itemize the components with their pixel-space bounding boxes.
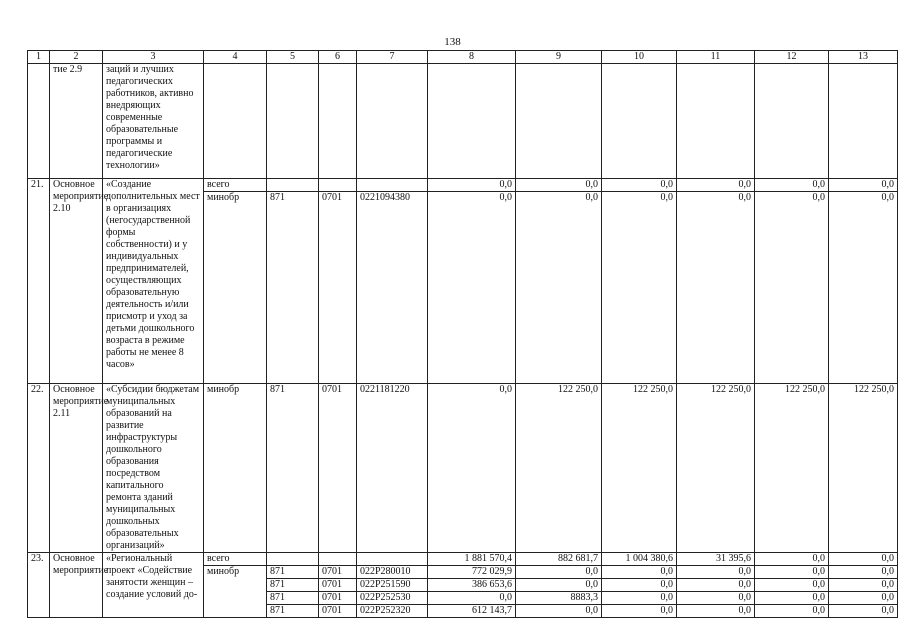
cell-v: 0,0 (677, 192, 755, 384)
cell-c7: 0221094380 (357, 192, 428, 384)
cell-v: 0,0 (755, 553, 829, 566)
cell-v: 0,0 (602, 566, 677, 579)
cell-v: 122 250,0 (677, 384, 755, 553)
cell-v: 0,0 (829, 566, 898, 579)
cell-c1: 23. (28, 553, 50, 618)
cell-v: 0,0 (755, 579, 829, 592)
table-row (28, 179, 898, 192)
cell-c6: 0701 (319, 566, 357, 579)
page-number: 138 (444, 36, 461, 48)
header-cell: 13 (829, 51, 898, 64)
cell-v (677, 64, 755, 179)
cell-v: 0,0 (428, 192, 516, 384)
cell-c1: 21. (28, 179, 50, 384)
cell-v: 122 250,0 (516, 384, 602, 553)
cell-c4: всего (204, 179, 267, 192)
cell-v: 386 653,6 (428, 579, 516, 592)
header-cell: 10 (602, 51, 677, 64)
cell-c6: 0701 (319, 192, 357, 384)
cell-c7 (357, 64, 428, 179)
header-cell: 8 (428, 51, 516, 64)
cell-v: 0,0 (516, 579, 602, 592)
cell-v: 8883,3 (516, 592, 602, 605)
cell-v: 0,0 (516, 605, 602, 618)
cell-v: 0,0 (755, 179, 829, 192)
cell-v: 0,0 (755, 605, 829, 618)
cell-c4: минобр (204, 384, 267, 553)
table-row (28, 64, 898, 179)
cell-c6 (319, 179, 357, 192)
cell-v: 0,0 (428, 592, 516, 605)
cell-c7 (357, 179, 428, 192)
budget-table (27, 50, 898, 618)
cell-c5: 871 (267, 605, 319, 618)
header-cell: 9 (516, 51, 602, 64)
cell-c7: 022P251590 (357, 579, 428, 592)
cell-v: 0,0 (677, 592, 755, 605)
cell-v (602, 64, 677, 179)
cell-c7: 0221181220 (357, 384, 428, 553)
cell-c5: 871 (267, 192, 319, 384)
cell-v (516, 64, 602, 179)
header-cell: 3 (103, 51, 204, 64)
cell-c7: 022P252530 (357, 592, 428, 605)
cell-v: 0,0 (516, 192, 602, 384)
cell-v: 0,0 (755, 566, 829, 579)
cell-c4: минобр (204, 192, 267, 384)
cell-v: 0,0 (602, 579, 677, 592)
header-cell: 4 (204, 51, 267, 64)
cell-c6: 0701 (319, 592, 357, 605)
cell-c5: 871 (267, 566, 319, 579)
cell-v: 0,0 (428, 179, 516, 192)
cell-v: 0,0 (829, 592, 898, 605)
cell-v: 0,0 (829, 192, 898, 384)
cell-c1 (28, 64, 50, 179)
table-row (28, 384, 898, 553)
header-cell: 6 (319, 51, 357, 64)
cell-v: 31 395,6 (677, 553, 755, 566)
cell-c7: 022P252320 (357, 605, 428, 618)
cell-v: 612 143,7 (428, 605, 516, 618)
cell-v: 0,0 (602, 592, 677, 605)
cell-v: 882 681,7 (516, 553, 602, 566)
header-cell: 11 (677, 51, 755, 64)
cell-v: 0,0 (755, 592, 829, 605)
cell-v: 0,0 (829, 553, 898, 566)
cell-c6: 0701 (319, 605, 357, 618)
header-cell: 12 (755, 51, 829, 64)
cell-c3: «Создание дополнительных мест в организациях (негосударственной формы собственности) и у индивидуальных предпринимателей, осуществляющих образовательную деятельность и/или присмотр и уход за детьми дошкольного возраста в режиме работы не менее 8 часов» (103, 179, 204, 384)
table-row (28, 553, 898, 566)
cell-c6 (319, 553, 357, 566)
cell-c2: Основное мероприятие (50, 553, 103, 618)
cell-v: 0,0 (755, 192, 829, 384)
cell-v: 122 250,0 (829, 384, 898, 553)
cell-v: 0,0 (677, 605, 755, 618)
cell-c2: Основное мероприятие 2.11 (50, 384, 103, 553)
header-cell: 2 (50, 51, 103, 64)
cell-v: 0,0 (829, 179, 898, 192)
cell-c3: заций и лучших педагогических работников, активно внедряющих современные образовательные программы и педагогические технологии» (103, 64, 204, 179)
cell-c7 (357, 553, 428, 566)
cell-v: 1 881 570,4 (428, 553, 516, 566)
cell-c5: 871 (267, 592, 319, 605)
cell-v: 0,0 (602, 605, 677, 618)
cell-c7: 022P280010 (357, 566, 428, 579)
cell-v: 0,0 (677, 566, 755, 579)
cell-c5: 871 (267, 384, 319, 553)
header-cell: 1 (28, 51, 50, 64)
cell-c5 (267, 64, 319, 179)
cell-v: 1 004 380,6 (602, 553, 677, 566)
cell-c2: Основное мероприятие 2.10 (50, 179, 103, 384)
cell-v: 0,0 (829, 605, 898, 618)
cell-v: 122 250,0 (602, 384, 677, 553)
cell-v: 0,0 (516, 179, 602, 192)
cell-c3: «Субсидии бюджетам муниципальных образований на развитие инфраструктуры дошкольного образования посредством капитального ремонта зданий муниципальных дошкольных образовательных организаций» (103, 384, 204, 553)
cell-v (755, 64, 829, 179)
cell-v: 122 250,0 (755, 384, 829, 553)
cell-c4: всего (204, 553, 267, 566)
cell-c6: 0701 (319, 384, 357, 553)
cell-v: 0,0 (516, 566, 602, 579)
cell-c3: «Региональный проект «Содействие занятости женщин – создание условий до- (103, 553, 204, 618)
cell-c2: тие 2.9 (50, 64, 103, 179)
header-cell: 5 (267, 51, 319, 64)
cell-v: 772 029,9 (428, 566, 516, 579)
cell-c6: 0701 (319, 579, 357, 592)
cell-v: 0,0 (602, 179, 677, 192)
cell-v (829, 64, 898, 179)
cell-v: 0,0 (602, 192, 677, 384)
cell-c6 (319, 64, 357, 179)
header-cell: 7 (357, 51, 428, 64)
cell-v: 0,0 (677, 179, 755, 192)
cell-v: 0,0 (829, 579, 898, 592)
cell-c5 (267, 179, 319, 192)
cell-c1: 22. (28, 384, 50, 553)
cell-c4 (204, 64, 267, 179)
cell-v: 0,0 (677, 579, 755, 592)
cell-c5: 871 (267, 579, 319, 592)
header-row (28, 51, 898, 64)
cell-c5 (267, 553, 319, 566)
cell-c4: минобр (204, 566, 267, 618)
cell-v: 0,0 (428, 384, 516, 553)
cell-v (428, 64, 516, 179)
